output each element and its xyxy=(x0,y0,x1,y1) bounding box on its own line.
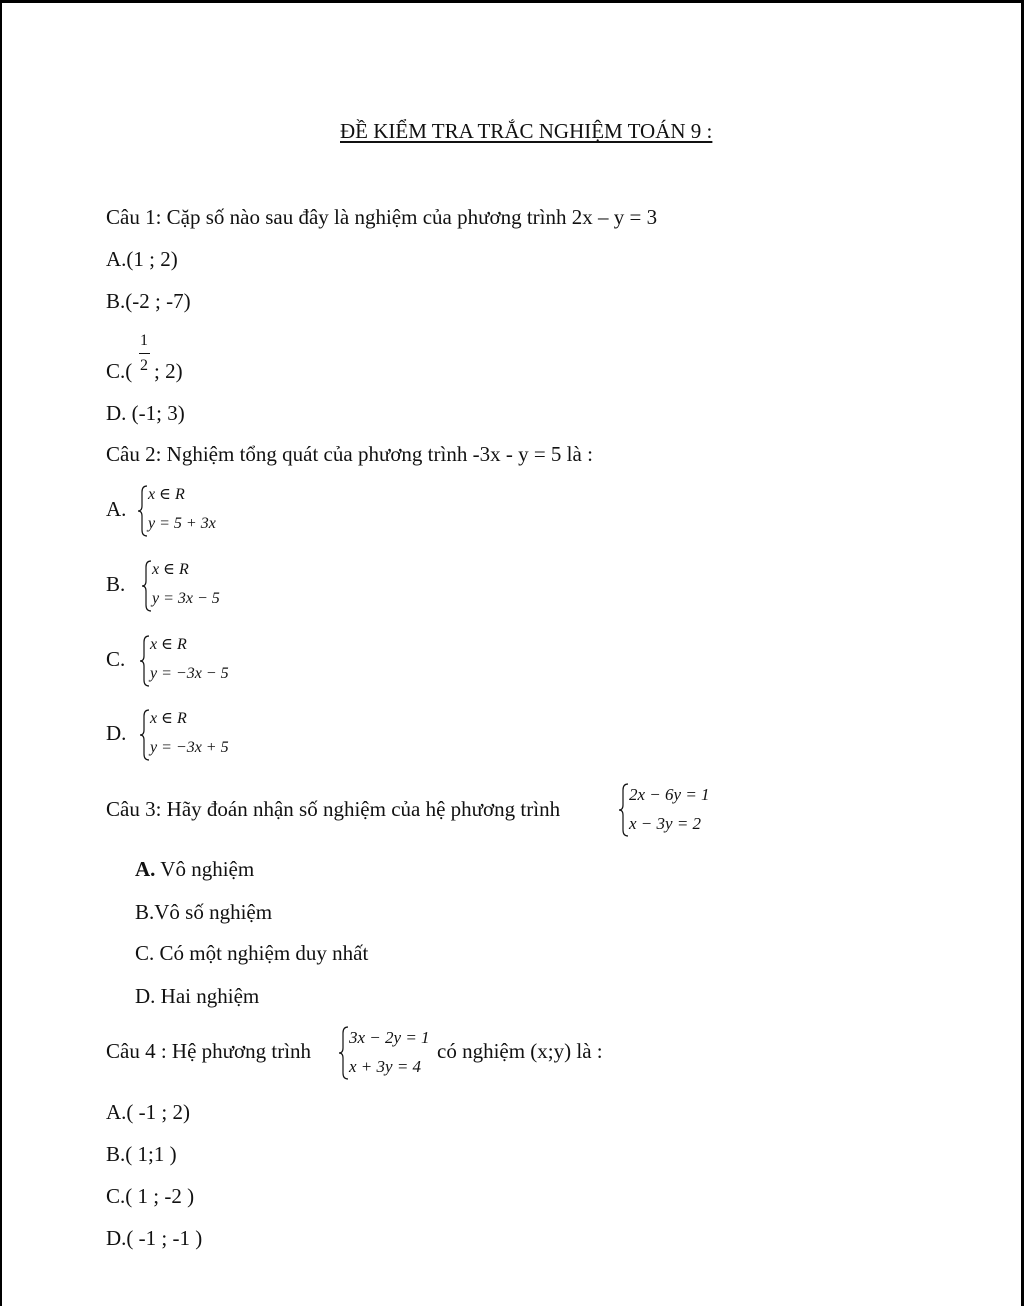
q4-eq2: x + 3y = 4 xyxy=(349,1057,422,1076)
q2-option-c-label: C. xyxy=(106,647,126,671)
q3-option-a-text: Vô nghiệm xyxy=(155,857,255,881)
q3-eq1: 2x − 6y = 1 xyxy=(629,785,710,804)
brace-icon xyxy=(619,783,629,837)
question-4-prefix: Câu 4 : Hệ phương trình xyxy=(106,1039,312,1063)
q2-a-line1: x ∈ R xyxy=(148,486,185,503)
question-4-suffix: có nghiệm (x;y) là : xyxy=(437,1039,603,1063)
q1-fraction-denominator: 2 xyxy=(140,357,148,374)
q1-option-c-prefix: C.( xyxy=(106,359,133,383)
brace-icon xyxy=(339,1026,349,1080)
q1-option-a: A.(1 ; 2) xyxy=(106,247,178,271)
brace-icon xyxy=(142,560,152,612)
q2-option-a-label: A. xyxy=(106,497,127,521)
brace-icon xyxy=(140,709,150,761)
q2-b-line1: x ∈ R xyxy=(152,561,189,578)
page-title: ĐỀ KIỂM TRA TRẮC NGHIỆM TOÁN 9 : xyxy=(340,119,713,143)
q2-option-c-system xyxy=(140,635,260,691)
q3-option-d: D. Hai nghiệm xyxy=(135,984,260,1008)
q4-option-b: B.( 1;1 ) xyxy=(106,1142,177,1166)
page-border-top xyxy=(0,0,1024,3)
q1-option-d: D. (-1; 3) xyxy=(106,401,185,425)
q2-b-line2: y = 3x − 5 xyxy=(152,590,220,607)
q4-option-a: A.( -1 ; 2) xyxy=(106,1100,190,1124)
q4-option-c: C.( 1 ; -2 ) xyxy=(106,1184,195,1208)
q2-option-b-system xyxy=(142,560,262,616)
q1-fraction-numerator: 1 xyxy=(140,332,148,349)
q1-option-c-suffix: ; 2) xyxy=(154,359,183,383)
q2-a-line2: y = 5 + 3x xyxy=(148,515,216,532)
q2-c-line2: y = −3x − 5 xyxy=(150,665,229,682)
question-1: Câu 1: Cặp số nào sau đây là nghiệm của phương trình 2x – y = 3 xyxy=(106,205,658,229)
q3-system xyxy=(619,783,749,839)
brace-icon xyxy=(138,485,148,537)
q2-option-d-system xyxy=(140,709,260,765)
q4-eq1: 3x − 2y = 1 xyxy=(349,1028,430,1047)
q2-option-b-label: B. xyxy=(106,572,126,596)
q2-option-d-label: D. xyxy=(106,721,127,745)
q1-option-b: B.(-2 ; -7) xyxy=(106,289,191,313)
q2-c-line1: x ∈ R xyxy=(150,636,187,653)
q4-system xyxy=(339,1026,439,1082)
q2-option-a-system xyxy=(138,485,258,541)
question-3: Câu 3: Hãy đoán nhận số nghiệm của hệ phương trình xyxy=(106,797,561,821)
q3-option-a-label: A. xyxy=(135,857,156,881)
question-2: Câu 2: Nghiệm tổng quát của phương trình -3x - y = 5 là : xyxy=(106,442,593,466)
q1-fraction-bar xyxy=(139,353,150,354)
q3-eq2: x − 3y = 2 xyxy=(629,814,702,833)
q3-option-c: C. Có một nghiệm duy nhất xyxy=(135,941,369,965)
q4-option-d: D.( -1 ; -1 ) xyxy=(106,1226,203,1250)
brace-icon xyxy=(140,635,150,687)
q3-option-a xyxy=(135,859,254,880)
q3-option-b: B.Vô số nghiệm xyxy=(135,900,273,924)
q2-d-line1: x ∈ R xyxy=(150,710,187,727)
page-border-left xyxy=(0,0,2,1306)
q2-d-line2: y = −3x + 5 xyxy=(150,739,229,756)
